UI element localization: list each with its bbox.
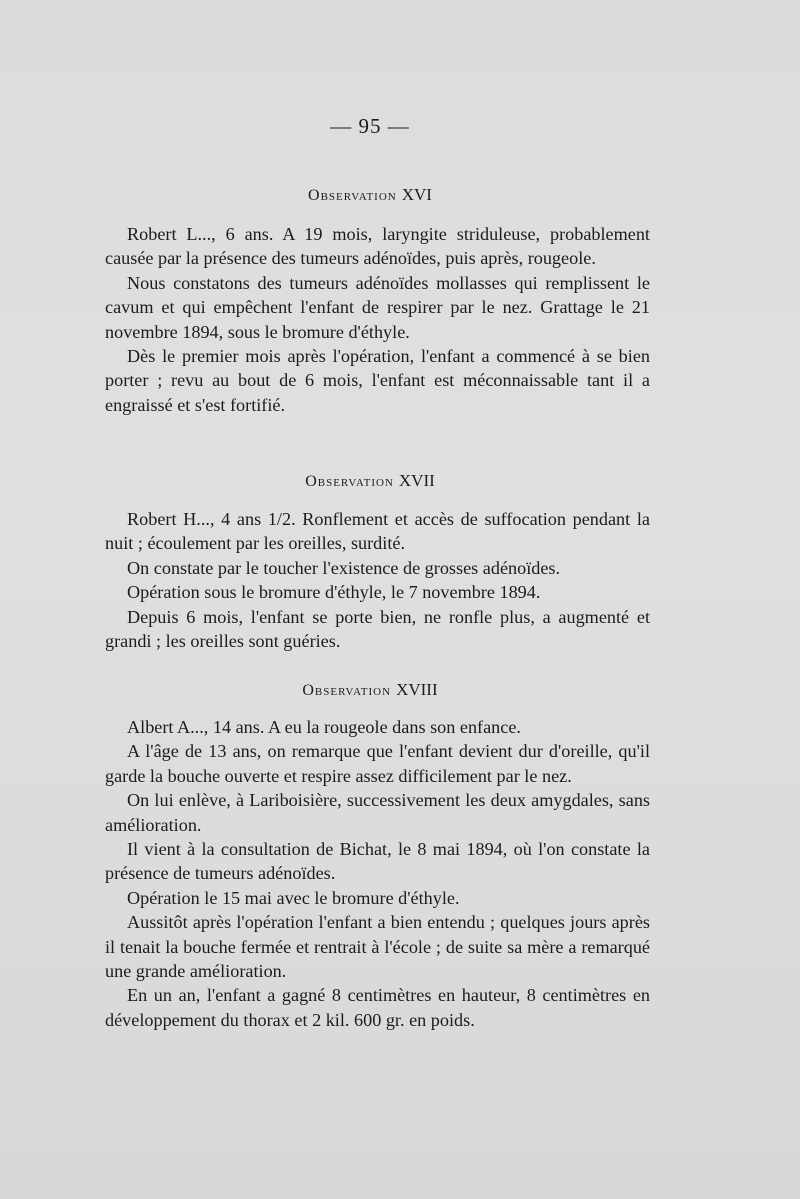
observation-number: XVII (398, 471, 435, 490)
paragraph: Robert H..., 4 ans 1/2. Ronflement et accès de suffocation pendant la nuit ; écoulement par les oreilles, surdité. (105, 509, 650, 554)
paragraph: Dès le premier mois après l'opération, l'enfant a commencé à se bien porter ; revu au bout de 6 mois, l'enfant est méconnaissable tant il a engraissé et s'est fortifié. (105, 346, 650, 415)
observation-number: XVIII (396, 680, 438, 699)
observation-heading (0, 471, 740, 491)
observation-number: XVI (401, 185, 432, 204)
observation-heading (0, 185, 740, 205)
observation-body (105, 715, 650, 1032)
paragraph: A l'âge de 13 ans, on remarque que l'enfant devient dur d'oreille, qu'il garde la bouche ouverte et respire assez difficilement par le nez. (105, 741, 650, 786)
paragraph: Robert L..., 6 ans. A 19 mois, laryngite striduleuse, probablement causée par la présence des tumeurs adénoïdes, puis après, rougeole. (105, 224, 650, 269)
paragraph: Opération sous le bromure d'éthyle, le 7 novembre 1894. (127, 582, 541, 603)
observation-heading (0, 680, 740, 700)
observation-label: Observation (302, 682, 392, 699)
paragraph: Depuis 6 mois, l'enfant se porte bien, ne ronfle plus, a augmenté et grandi ; les oreilles sont guéries. (105, 606, 650, 652)
observation-body (105, 222, 650, 417)
paragraph: Il vient à la consultation de Bichat, le 8 mai 1894, où l'on constate la présence de tumeurs adénoïdes. (105, 839, 650, 884)
paragraph: On lui enlève, à Lariboisière, successivement les deux amygdales, sans amélioration. (105, 790, 650, 835)
paragraph: On constate par le toucher l'existence de grosses adénoïdes. (127, 557, 561, 578)
paragraph: Aussitôt après l'opération l'enfant a bien entendu ; quelques jours après il tenait la bouche fermée et rentrait à l'école ; de suite sa mère a remarqué une grande amélioration. (105, 912, 650, 982)
observation-label: Observation (305, 473, 394, 490)
page-number: — 95 — (330, 114, 410, 138)
observation-body (105, 507, 650, 653)
paragraph: Nous constatons des tumeurs adénoïdes mollasses qui remplissent le cavum et qui empêchent l'enfant de respirer par le nez. Grattage le 21 novembre 1894, sous le bromure d'éthyle. (105, 272, 650, 342)
paragraph: Albert A..., 14 ans. A eu la rougeole dans son enfance. (127, 717, 521, 737)
observation-label: Observation (308, 187, 397, 204)
paragraph: Opération le 15 mai avec le bromure d'éthyle. (127, 887, 460, 908)
paragraph: En un an, l'enfant a gagné 8 centimètres en hauteur, 8 centimètres en développement du thorax et 2 kil. 600 gr. en poids. (105, 985, 650, 1030)
